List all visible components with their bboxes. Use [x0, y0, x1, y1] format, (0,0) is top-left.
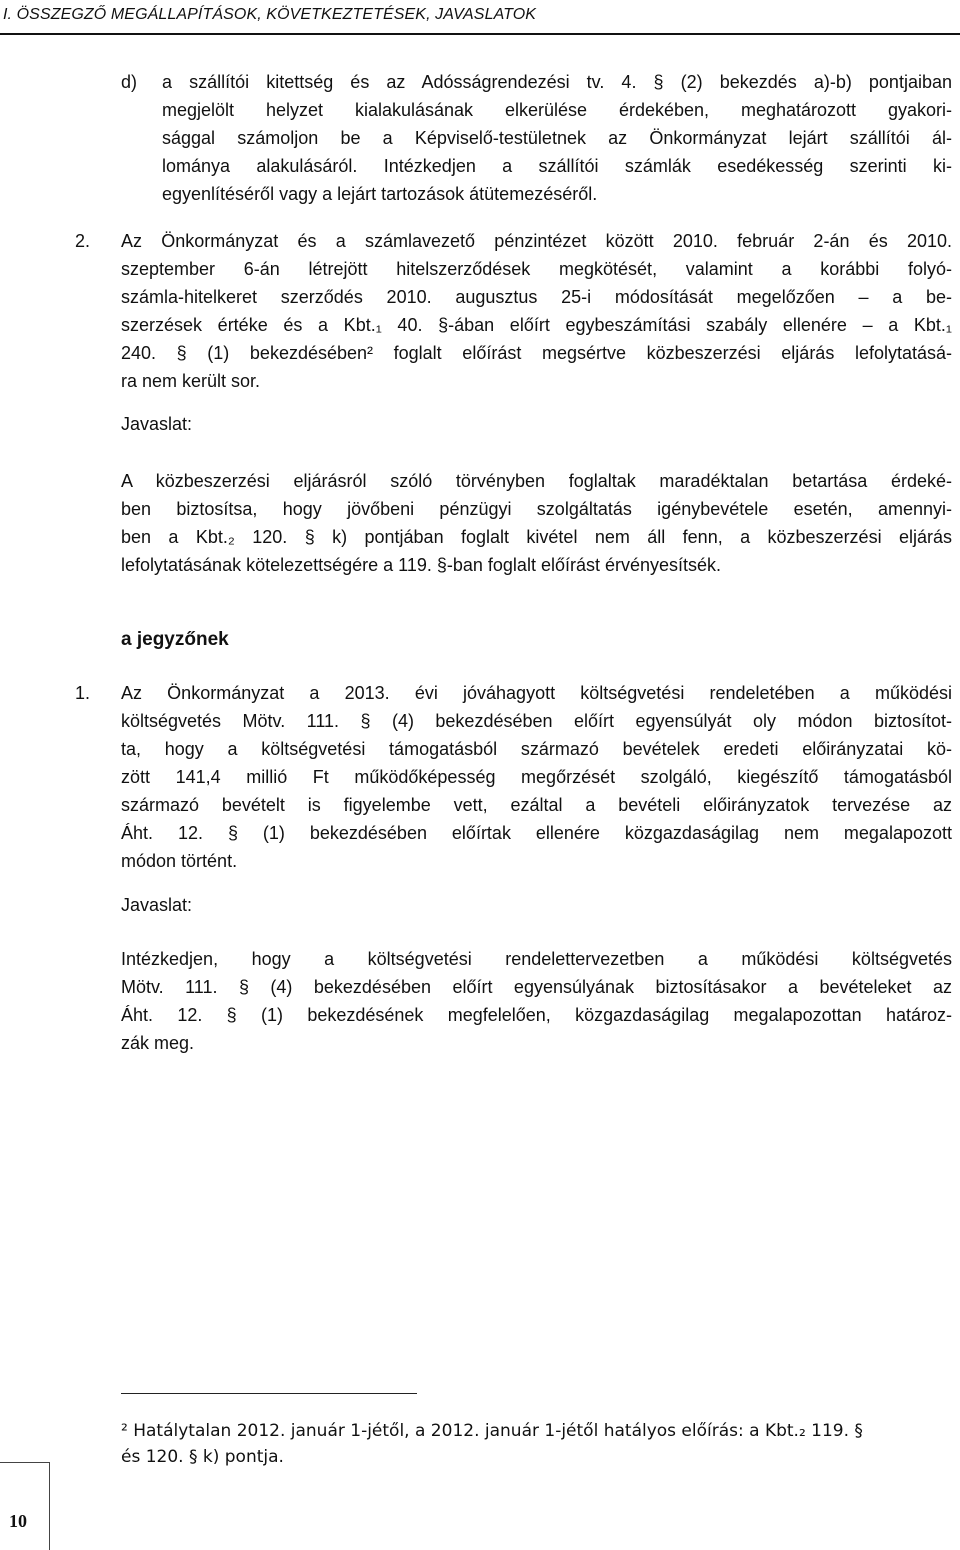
paragraph-line: számla-hitelkeret szerződés 2010. augusztus 25-i módosítását megelőzően – a be- — [121, 287, 952, 307]
header-divider — [0, 33, 960, 35]
paragraph-line: zák meg. — [121, 1033, 195, 1053]
item-1-label: 1. — [75, 683, 91, 703]
paragraph-line: 240. § (1) bekezdésében² foglalt előírást megsértve közbeszerzési eljárás lefolytatásá- — [121, 343, 952, 363]
footnote-line: és 120. § k) pontja. — [121, 1447, 284, 1467]
paragraph-line: ra nem került sor. — [121, 371, 261, 391]
paragraph-line: egyenlítéséről vagy a lejárt tartozások átütemezéséről. — [162, 184, 598, 204]
item-2-paragraph — [121, 227, 952, 395]
page-number: 10 — [9, 1511, 27, 1531]
paragraph-line: ben biztosítsa, hogy jövőbeni pénzügyi szolgáltatás igénybevétele esetén, amennyi- — [121, 499, 952, 519]
paragraph-line: ta, hogy a költségvetési támogatásból származó bevételek eredeti előirányzatai kö- — [121, 739, 952, 759]
paragraph-line: zött 141,4 millió Ft működőképesség megőrzését szolgáló, kiegészítő támogatásból — [121, 767, 952, 787]
item-d-label: d) — [121, 72, 138, 92]
footnote-divider — [121, 1393, 417, 1394]
item-d-paragraph — [162, 68, 952, 208]
paragraph-line: sággal számoljon be a Képviselő-testületnek az Önkormányzat lejárt szállítói ál- — [162, 128, 952, 148]
page-header — [0, 0, 960, 36]
paragraph-line: módon történt. — [121, 851, 238, 871]
paragraph-line: megjelölt helyzet kialakulásának elkerülése érdekében, meghatározott gyakori- — [162, 100, 952, 120]
page-number-box-side — [49, 1462, 50, 1550]
paragraph-line: A közbeszerzési eljárásról szóló törvényben foglaltak maradéktalan betartása érdeké- — [121, 471, 952, 491]
item-1-paragraph — [121, 679, 952, 875]
paragraph-line: Intézkedjen, hogy a költségvetési rendelettervezetben a működési költségvetés — [121, 949, 952, 969]
paragraph-line: Az Önkormányzat és a számlavezető pénzintézet között 2010. február 2-án és 2010. — [121, 231, 952, 251]
paragraph-line: költségvetés Mötv. 111. § (4) bekezdésében előírt egyensúlyát oly módon biztosítot- — [121, 711, 952, 731]
javaslat-heading: Javaslat: — [121, 414, 193, 434]
paragraph-line: szerzések értéke és a Kbt.₁ 40. §-ában előírt egybeszámítási szabály ellenére – a Kbt.₁ — [121, 315, 952, 335]
javaslat-heading: Javaslat: — [121, 895, 193, 915]
javaslat-1-paragraph — [121, 467, 952, 579]
paragraph-line: lefolytatásának kötelezettségére a 119. §-ban foglalt előírást érvényesítsék. — [121, 555, 722, 575]
section-heading: a jegyzőnek — [121, 629, 229, 650]
paragraph-line: Mötv. 111. § (4) bekezdésében előírt egyensúlyának biztosításakor a bevételeket az — [121, 977, 952, 997]
paragraph-line: ben a Kbt.₂ 120. § k) pontjában foglalt kivétel nem áll fenn, a közbeszerzési eljárás — [121, 527, 952, 547]
running-header: I. ÖSSZEGZŐ MEGÁLLAPÍTÁSOK, KÖVETKEZTETÉSEK, JAVASLATOK — [3, 6, 537, 23]
footnote — [121, 1418, 941, 1470]
paragraph-line: Áht. 12. § (1) bekezdésének megfelelően, közgazdaságilag megalapozottan határoz- — [121, 1005, 952, 1025]
javaslat-2-paragraph — [121, 945, 952, 1057]
item-2-label: 2. — [75, 231, 91, 251]
paragraph-line: a szállítói kitettség és az Adósságrendezési tv. 4. § (2) bekezdés a)-b) pontjaiban — [162, 72, 952, 92]
page-number-box-top — [0, 1462, 50, 1463]
paragraph-line: lománya alakulásáról. Intézkedjen a szállítói számlák esedékesség szerinti ki- — [162, 156, 952, 176]
paragraph-line: Áht. 12. § (1) bekezdésében előírtak ellenére közgazdaságilag nem megalapozott — [121, 823, 952, 843]
paragraph-line: származó bevételt is figyelembe vett, ezáltal a bevételi előirányzatok tervezése az — [121, 795, 952, 815]
footnote-line: ² Hatálytalan 2012. január 1-jétől, a 2012. január 1-jétől hatályos előírás: a Kbt.₂ 119. § — [121, 1421, 863, 1441]
paragraph-line: Az Önkormányzat a 2013. évi jóváhagyott költségvetési rendeletében a működési — [121, 683, 952, 703]
paragraph-line: szeptember 6-án létrejött hitelszerződések megkötését, valamint a korábbi folyó- — [121, 259, 952, 279]
